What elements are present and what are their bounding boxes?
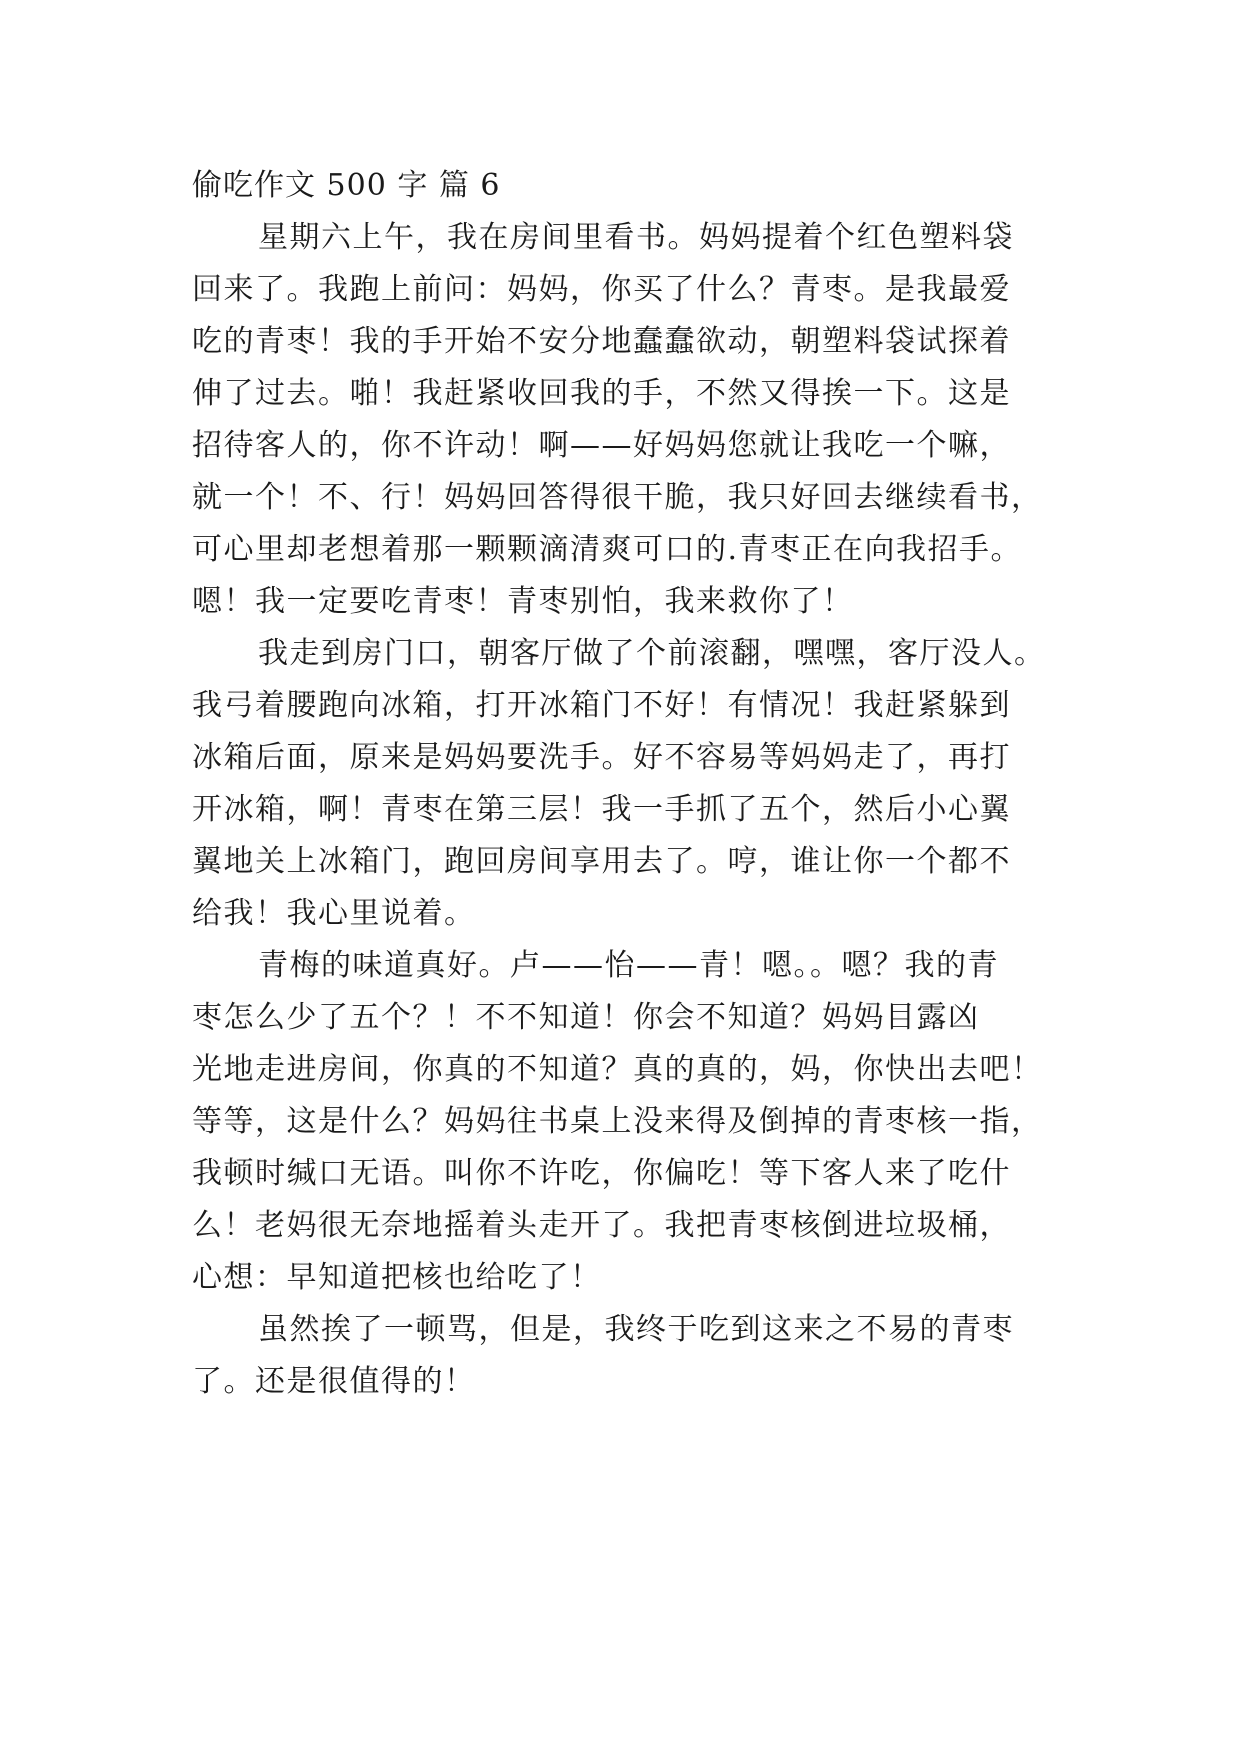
text-line: 我顿时缄口无语。叫你不许吃，你偏吃！等下客人来了吃什	[192, 1156, 1011, 1191]
text-line: 等等，这是什么？妈妈往书桌上没来得及倒掉的青枣核一指，	[192, 1104, 1043, 1139]
text-line: 就一个！不、行！妈妈回答得很干脆，我只好回去继续看书，	[192, 480, 1043, 515]
text-line: 开冰箱，啊！青枣在第三层！我一手抓了五个，然后小心翼	[192, 792, 1011, 827]
text-line: 嗯！我一定要吃青枣！青枣别怕，我来救你了！	[192, 584, 854, 619]
text-line: 招待客人的，你不许动！啊——好妈妈您就让我吃一个嘛，	[192, 428, 1011, 463]
text-line: 可心里却老想着那一颗颗滴清爽可口的.青枣正在向我招手。	[192, 532, 1023, 567]
text-line: 青梅的味道真好。卢——怡——青！嗯。。嗯？我的青	[258, 948, 999, 983]
text-line: 我走到房门口，朝客厅做了个前滚翻，嘿嘿，客厅没人。	[258, 636, 1046, 671]
text-line: 回来了。我跑上前问：妈妈，你买了什么？青枣。是我最爱	[192, 272, 1011, 307]
text-line: 我弓着腰跑向冰箱，打开冰箱门不好！有情况！我赶紧躲到	[192, 688, 1011, 723]
text-line: 翼地关上冰箱门，跑回房间享用去了。哼，谁让你一个都不	[192, 844, 1011, 879]
text-line: 心想：早知道把核也给吃了！	[192, 1260, 602, 1295]
text-line: 光地走进房间，你真的不知道？真的真的，妈，你快出去吧！	[192, 1052, 1043, 1087]
document-title: 偷吃作文 500 字 篇 6	[192, 168, 501, 203]
text-line: 枣怎么少了五个？！不不知道！你会不知道？妈妈目露凶	[192, 1000, 980, 1035]
text-line: 吃的青枣！我的手开始不安分地蠢蠢欲动，朝塑料袋试探着	[192, 324, 1011, 359]
text-line: 伸了过去。啪！我赶紧收回我的手，不然又得挨一下。这是	[192, 376, 1011, 411]
text-line: 了。还是很值得的！	[192, 1364, 476, 1399]
text-line: 星期六上午，我在房间里看书。妈妈提着个红色塑料袋	[258, 220, 1014, 255]
text-line: 给我！我心里说着。	[192, 896, 476, 931]
text-line: 么！老妈很无奈地摇着头走开了。我把青枣核倒进垃圾桶，	[192, 1208, 1011, 1243]
text-line: 虽然挨了一顿骂，但是，我终于吃到这来之不易的青枣	[258, 1312, 1014, 1347]
text-line: 冰箱后面，原来是妈妈要洗手。好不容易等妈妈走了，再打	[192, 740, 1011, 775]
